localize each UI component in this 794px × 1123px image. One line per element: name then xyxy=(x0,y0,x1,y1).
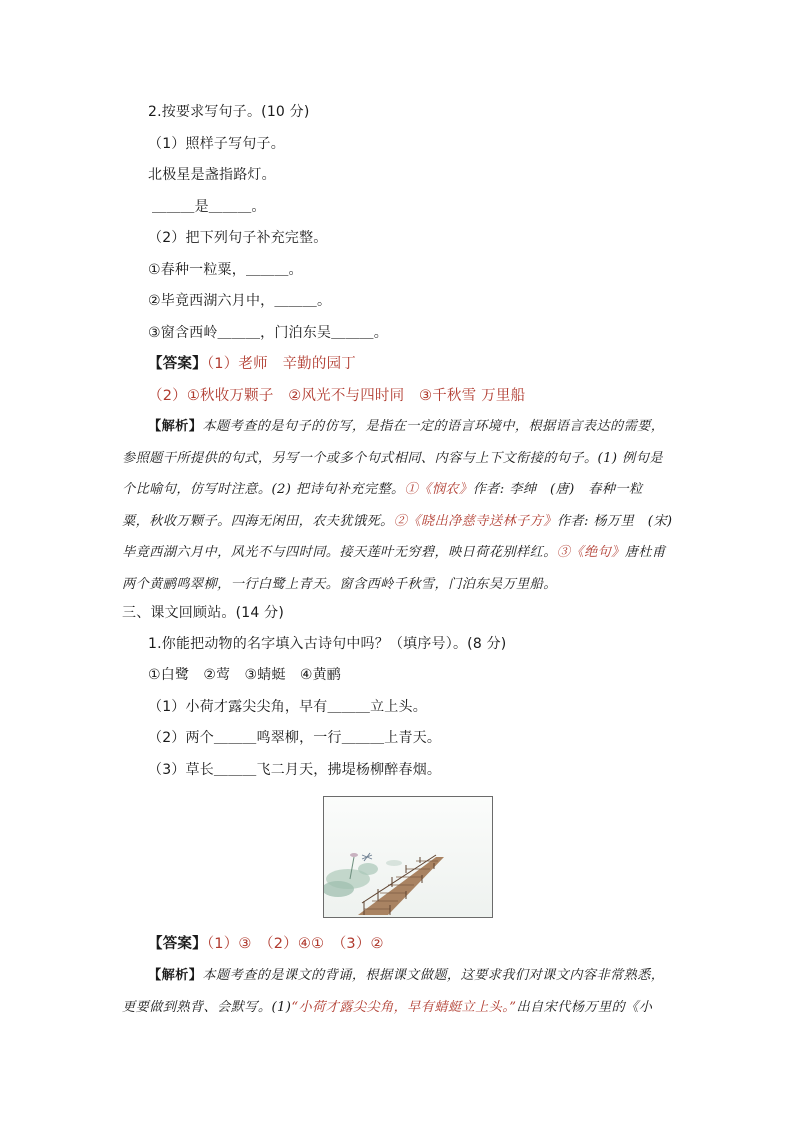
analysis-row xyxy=(122,443,682,475)
q2-sentence-3: ③窗含西岭＿＿＿，门泊东吴＿＿＿。 xyxy=(148,325,388,341)
analysis-poem-title-3: ③《绝句》 xyxy=(556,545,625,560)
s3-options: ①白鹭 ②莺 ③蜻蜓 ④黄鹂 xyxy=(148,667,342,683)
s3-answer-line xyxy=(148,934,384,954)
answer-2-c: ③千秋雪 xyxy=(419,388,477,404)
analysis-text: 唐杜甫 xyxy=(624,545,666,560)
analysis-row xyxy=(122,569,682,601)
analysis-text: 参照题干所提供的句式，另写一个或多个句式相同、内容与上下文衔接的句子。(1) 例句是 xyxy=(122,450,663,466)
answer-1-text: （1）老师 辛勤的园丁 xyxy=(206,356,356,372)
answer-2-a: ①秋收万颗子 xyxy=(186,388,274,404)
q2-sentence-1: ①春种一粒粟，＿＿＿。 xyxy=(148,262,303,278)
analysis-row xyxy=(122,537,682,569)
s3-analysis-block xyxy=(122,960,682,1023)
q2-example-sentence: 北极星是盏指路灯。 xyxy=(148,167,276,183)
analysis-poem-title-2: ②《晓出净慈寺送林子方》 xyxy=(393,513,557,529)
q2-answer-line-1 xyxy=(148,354,356,374)
analysis-text: 本题考查的是课文的背诵，根据课文做题，这要求我们对课文内容非常熟悉， xyxy=(202,968,665,983)
analysis-text: 作者: 杨万里 (宋) xyxy=(556,513,673,529)
q2-answer-line-2 xyxy=(148,386,525,406)
analysis-label: 【解析】 xyxy=(148,419,203,434)
analysis-text: 本题考查的是句子的仿写，是指在一定的语言环境中，根据语言表达的需要， xyxy=(202,419,665,434)
analysis-text: 出自宋代杨万里的《小 xyxy=(516,999,653,1015)
s3-line-1: （1）小荷才露尖尖角，早有＿＿＿立上头。 xyxy=(148,699,427,715)
s3-line-3: （3）草长＿＿＿飞二月天，拂堤杨柳醉春烟。 xyxy=(148,762,442,778)
question-2-title: 2.按要求写句子。(10 分) xyxy=(148,104,310,120)
analysis-label: 【解析】 xyxy=(148,968,203,983)
answer-2-d: 万里船 xyxy=(481,388,526,404)
q2-part1-label: （1）照样子写句子。 xyxy=(148,136,285,152)
analysis-text: 更要做到熟背、会默写。(1) xyxy=(122,999,292,1015)
lotus-pond-image xyxy=(324,797,492,917)
analysis-row xyxy=(122,411,682,443)
q2-analysis-block xyxy=(122,411,682,600)
analysis-text: 作者: 李绅 (唐) 春种一粒 xyxy=(472,482,643,497)
q2-part2-label: （2）把下列句子补充完整。 xyxy=(148,230,328,246)
q2-blank-sentence: ＿＿＿是＿＿＿。 xyxy=(152,199,266,215)
answer-2-prefix: （2） xyxy=(148,388,187,404)
analysis-row xyxy=(122,960,682,992)
q2-sentence-2: ②毕竟西湖六月中，＿＿＿。 xyxy=(148,293,332,309)
analysis-text: 粟，秋收万颗子。四海无闲田，农夫犹饿死。 xyxy=(122,513,394,529)
analysis-poem-title-1: ①《悯农》 xyxy=(404,482,473,497)
answer-label: 【答案】 xyxy=(148,356,207,372)
analysis-text: 两个黄鹂鸣翠柳，一行白鹭上青天。窗含西岭千秋雪，门泊东吴万里船。 xyxy=(122,576,557,592)
lotus-pond-illustration xyxy=(323,796,493,918)
s3-answer-text: （1）③ （2）④① （3）② xyxy=(206,936,384,952)
s3-line-2: （2）两个＿＿＿鸣翠柳，一行＿＿＿上青天。 xyxy=(148,730,442,746)
analysis-row xyxy=(122,474,682,506)
answer-label: 【答案】 xyxy=(148,936,207,952)
analysis-text: 个比喻句，仿写时注意。(2) 把诗句补充完整。 xyxy=(122,482,405,497)
section-3-title: 三、课文回顾站。(14 分) xyxy=(122,605,284,621)
answer-2-b: ②风光不与四时同 xyxy=(288,388,405,404)
analysis-row xyxy=(122,506,682,538)
analysis-row xyxy=(122,992,682,1024)
analysis-quoted-poem: “小荷才露尖尖角，早有蜻蜓立上头。” xyxy=(291,999,517,1015)
analysis-text: 毕竟西湖六月中，风光不与四时同。接天莲叶无穷碧，映日荷花别样红。 xyxy=(122,545,557,560)
s3-question-1-title: 1.你能把动物的名字填入古诗句中吗？（填序号）。(8 分) xyxy=(148,636,507,652)
